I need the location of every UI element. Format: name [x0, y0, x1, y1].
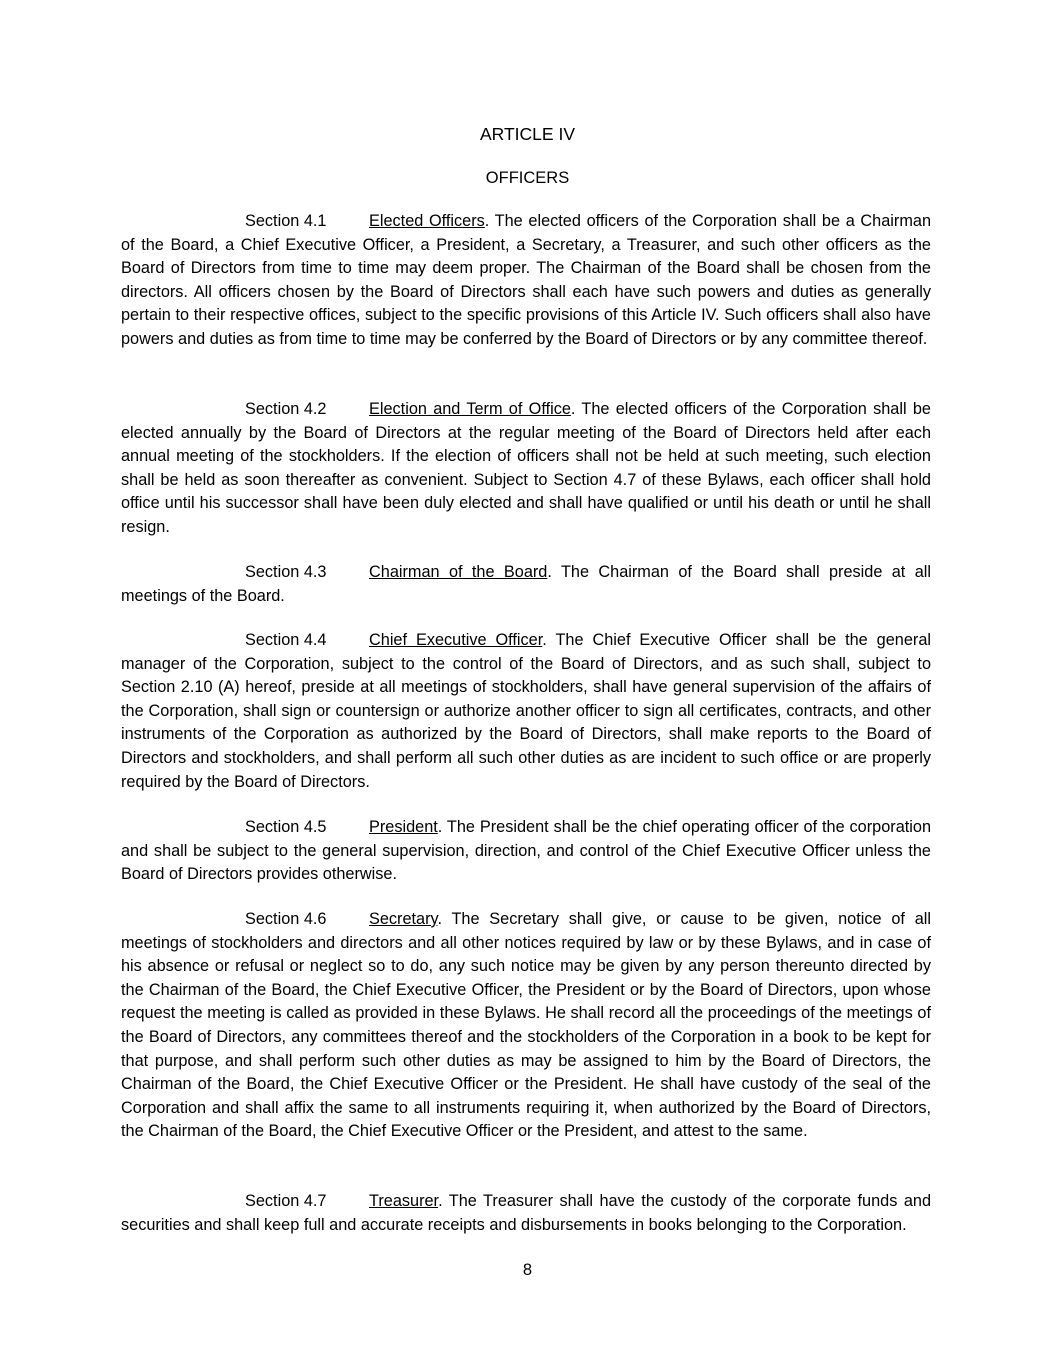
- section-number: Section 4.1: [245, 212, 327, 230]
- section-4-1: [121, 210, 931, 352]
- section-body: . The Chairman of the Board shall preside at all meetings of the Board.: [121, 563, 931, 605]
- section-body: . The Treasurer shall have the custody of the corporate funds and securities and shall keep full and accurate receipts and disbursements in books belonging to the Corporation.: [121, 1192, 931, 1234]
- section-title: Chairman of the Board: [369, 563, 548, 581]
- section-body: . The President shall be the chief operating officer of the corporation and shall be subject to the general supervision, direction, and control of the Chief Executive Officer unless the Board of Directors provides otherwise.: [121, 818, 931, 884]
- section-number: Section 4.5: [245, 818, 327, 836]
- section-4-3: [121, 561, 931, 608]
- section-number: Section 4.3: [245, 563, 327, 581]
- section-number: Section 4.2: [245, 400, 327, 418]
- section-title: Election and Term of Office: [369, 400, 571, 418]
- section-number: Section 4.6: [245, 910, 327, 928]
- section-4-2: [121, 398, 931, 540]
- page-number: 8: [522, 1261, 533, 1279]
- section-title: Secretary: [369, 910, 438, 928]
- section-title: Chief Executive Officer: [369, 631, 543, 649]
- section-4-6: [121, 908, 931, 1144]
- section-4-4: [121, 629, 931, 794]
- section-body: . The elected officers of the Corporation shall be a Chairman of the Board, a Chief Executive Officer, a President, a Secretary, a Treasurer, and such other officers as the Board of Directors from time to time may deem proper. The Chairman of the Board shall be chosen from the directors. All officers chosen by the Board of Directors shall each have such powers and duties as generally pertain to their respective offices, subject to the specific provisions of this Article IV. Such officers shall also have powers and duties as from time to time may be conferred by the Board of Directors or by any committee thereof.: [121, 212, 931, 348]
- section-body: . The Secretary shall give, or cause to be given, notice of all meetings of stockholders and directors and all other notices required by law or by these Bylaws, and in case of his absence or refusal or neglect so to do, any such notice may be given by any person thereunto directed by the Chairman of the Board, the Chief Executive Officer, the President or by the Board of Directors, upon whose request the meeting is called as provided in these Bylaws. He shall record all the proceedings of the meetings of the Board of Directors, any committees thereof and the stockholders of the Corporation in a book to be kept for that purpose, and shall perform such other duties as may be assigned to him by the Board of Directors, the Chairman of the Board, the Chief Executive Officer or the President. He shall have custody of the seal of the Corporation and shall affix the same to all instruments requiring it, when authorized by the Board of Directors, the Chairman of the Board, the Chief Executive Officer or the President, and attest to the same.: [121, 910, 931, 1141]
- section-number: Section 4.7: [245, 1192, 327, 1210]
- section-body: . The Chief Executive Officer shall be the general manager of the Corporation, subject to the control of the Board of Directors, and as such shall, subject to Section 2.10 (A) hereof, preside at all meetings of stockholders, shall have general supervision of the affairs of the Corporation, shall sign or countersign or authorize another officer to sign all certificates, contracts, and other instruments of the Corporation as authorized by the Board of Directors, shall make reports to the Board of Directors and stockholders, and shall perform all such other duties as are incident to such office or are properly required by the Board of Directors.: [121, 631, 931, 791]
- section-number: Section 4.4: [245, 631, 327, 649]
- section-4-7: [121, 1190, 931, 1237]
- section-title: Treasurer: [369, 1192, 439, 1210]
- article-subheading: OFFICERS: [485, 169, 570, 187]
- section-4-5: [121, 816, 931, 887]
- article-heading: ARTICLE IV: [480, 124, 575, 144]
- section-title: Elected Officers: [369, 212, 485, 230]
- section-body: . The elected officers of the Corporation shall be elected annually by the Board of Directors at the regular meeting of the Board of Directors held after each annual meeting of the stockholders. If the election of officers shall not be held at such meeting, such election shall be held as soon thereafter as convenient. Subject to Section 4.7 of these Bylaws, each officer shall hold office until his successor shall have been duly elected and shall have qualified or until his death or until he shall resign.: [121, 400, 931, 536]
- section-title: President: [369, 818, 438, 836]
